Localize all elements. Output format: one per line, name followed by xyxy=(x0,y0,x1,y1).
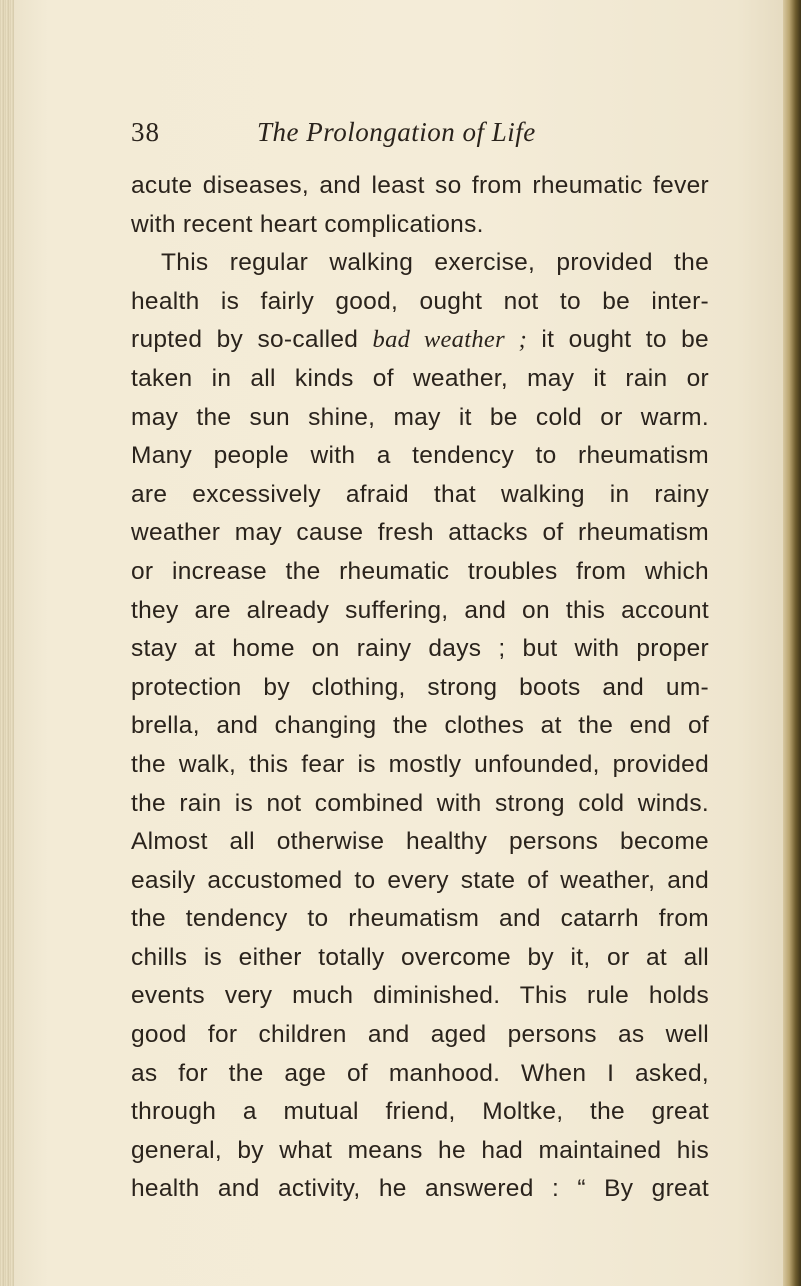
text-line: protection by clothing, strong boots and um- xyxy=(131,673,709,701)
text-line: the rain is not combined with strong cold winds. xyxy=(131,789,709,817)
text-line: easily accustomed to every state of weather, and xyxy=(131,866,709,894)
text-line: are excessively afraid that walking in rainy xyxy=(131,480,709,508)
text-line: acute diseases, and least so from rheumatic fever xyxy=(131,172,709,199)
text-line: may the sun shine, may it be cold or warm. xyxy=(131,403,709,431)
text-line: Many people with a tendency to rheumatism xyxy=(131,442,709,470)
text-line: health is fairly good, ought not to be inter- xyxy=(131,287,709,315)
line-lead: rupted by so-called xyxy=(131,326,373,354)
text-line: with recent heart complications. xyxy=(131,210,484,238)
text-line-with-emphasis xyxy=(131,321,709,360)
text-line: general, by what means he had maintained his xyxy=(131,1136,709,1164)
text-line: through a mutual friend, Moltke, the great xyxy=(131,1098,709,1126)
text-line: taken in all kinds of weather, may it rain or xyxy=(131,364,709,392)
text-line: Almost all otherwise healthy persons become xyxy=(131,828,709,856)
page-gutter-edge xyxy=(0,0,14,1286)
text-line: good for children and aged persons as well xyxy=(131,1021,709,1049)
text-line: chills is either totally overcome by it, or at all xyxy=(131,943,709,971)
text-line: the walk, this fear is mostly unfounded, provided xyxy=(131,750,709,778)
text-line: the tendency to rheumatism and catarrh from xyxy=(131,905,709,933)
body-text xyxy=(131,167,709,1209)
text-line: brella, and changing the clothes at the end of xyxy=(131,712,709,740)
text-line-last: health and activity, he answered : “ By great xyxy=(131,1175,709,1203)
text-line: they are already suffering, and on this account xyxy=(131,596,709,624)
paragraph-start-line: This regular walking exercise, provided the xyxy=(161,249,709,277)
running-head-title: The Prolongation of Life xyxy=(257,117,536,147)
text-line: events very much diminished. This rule holds xyxy=(131,982,709,1010)
text-line: as for the age of manhood. When I asked, xyxy=(131,1059,709,1087)
page-number: 38 xyxy=(131,117,160,147)
text-line: or increase the rheumatic troubles from which xyxy=(131,557,709,585)
text-line: weather may cause fresh attacks of rheumatism xyxy=(131,519,709,547)
emphasis-bad-weather: bad weather ; xyxy=(372,326,528,354)
running-head xyxy=(131,112,711,152)
page-fore-edge xyxy=(783,0,801,1286)
line-tail: it ought to be xyxy=(527,326,709,354)
text-line: stay at home on rainy days ; but with proper xyxy=(131,635,709,663)
